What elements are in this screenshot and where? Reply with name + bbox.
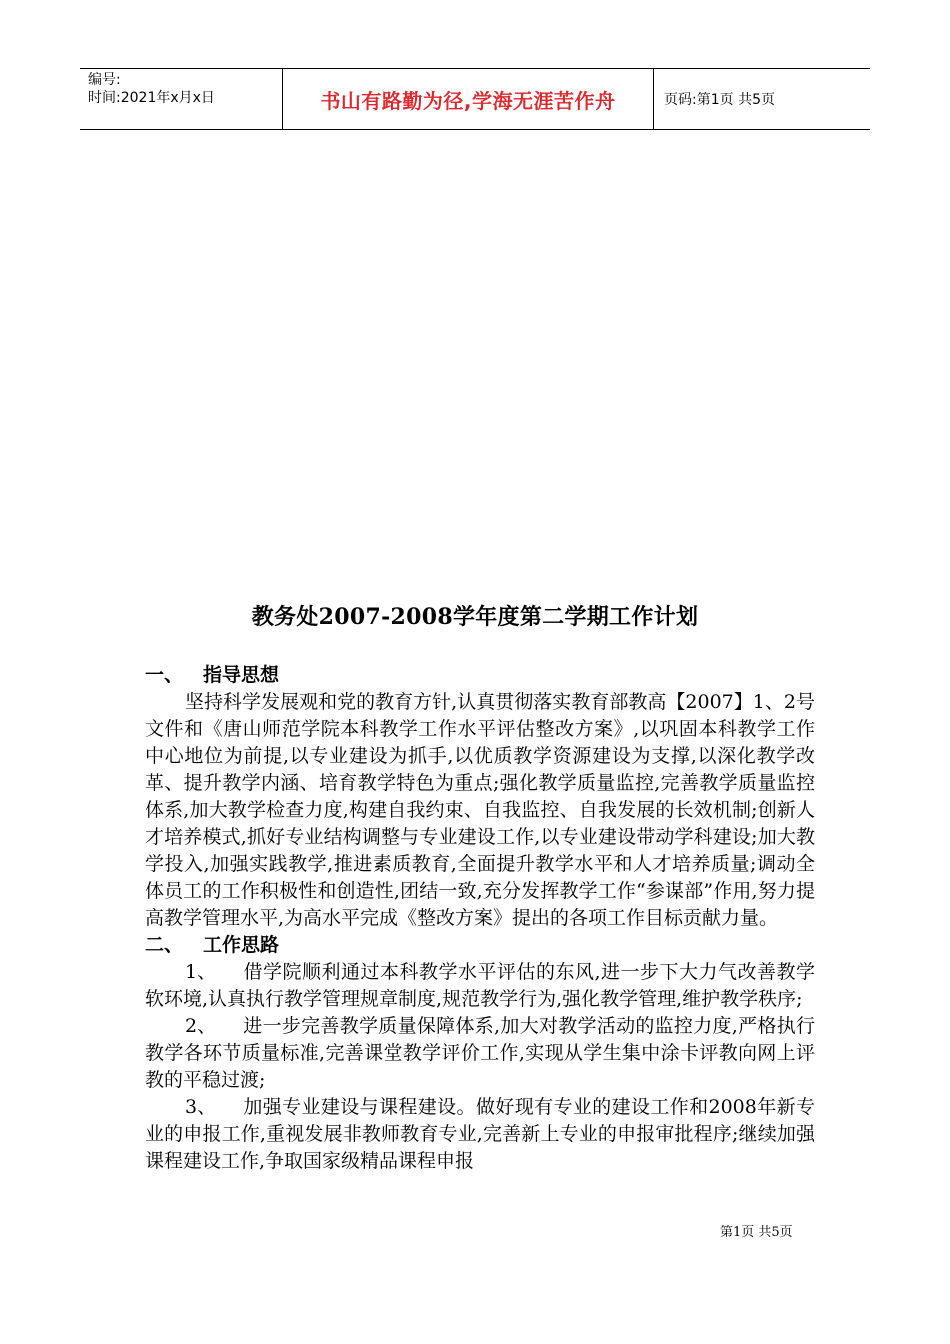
- header-motto: 书山有路勤为径,学海无涯苦作舟: [282, 69, 654, 129]
- item-text: 加强专业建设与课程建设。做好现有专业的建设工作和2008年新专业的申报工作,重视发展非教师教育专业,完善新上专业的申报审批程序;继续加强课程建设工作,争取国家级精品课程申报: [145, 1096, 815, 1172]
- page-footer: 第1页 共5页: [720, 1225, 793, 1240]
- item-text: 进一步完善教学质量保障体系,加大对教学活动的监控力度,严格执行教学各环节质量标准,完善课堂教学评价工作,实现从学生集中涂卡评教向网上评教的平稳过渡;: [145, 1015, 815, 1091]
- item-number: 2、: [185, 1015, 217, 1037]
- document-time-label: 时间:2021年x月x日: [88, 90, 215, 106]
- section-number: 一、: [145, 664, 184, 686]
- document-number-label: 编号:: [88, 72, 121, 88]
- section-heading-guiding: [145, 662, 815, 689]
- section-number: 二、: [145, 934, 184, 956]
- item-text: 借学院顺利通过本科教学水平评估的东风,进一步下大力气改善教学软环境,认真执行教学管理规章制度,规范教学行为,强化教学管理,维护教学秩序;: [145, 961, 815, 1010]
- document-body: [145, 662, 815, 1175]
- list-item: [145, 1013, 815, 1094]
- item-number: 1、: [185, 961, 217, 983]
- header-page-info: 页码:第1页 共5页: [664, 92, 775, 108]
- header-meta: [80, 69, 282, 129]
- section-title: 工作思路: [203, 934, 280, 956]
- section-heading-approach: [145, 932, 815, 959]
- page-header: [80, 68, 870, 130]
- section-paragraph: 坚持科学发展观和党的教育方针,认真贯彻落实教育部教高【2007】1、2号文件和《唐山师范学院本科教学工作水平评估整改方案》,以巩固本科教学工作中心地位为前提,以专业建设为抓手,以优质教学资源建设为支撑,以深化教学改革、提升教学内涵、培育教学特色为重点;强化教学质量监控,完善教学质量监控体系,加大教学检查力度,构建自我约束、自我监控、自我发展的长效机制;创新人才培养模式,抓好专业结构调整与专业建设工作,以专业建设带动学科建设;加大教学投入,加强实践教学,推进素质教育,全面提升教学水平和人才培养质量;调动全体员工的工作积极性和创造性,团结一致,充分发挥教学工作“参谋部”作用,努力提高教学管理水平,为高水平完成《整改方案》提出的各项工作目标贡献力量。: [145, 691, 815, 929]
- list-item: [145, 1094, 815, 1175]
- document-title: 教务处2007-2008学年度第二学期工作计划: [251, 604, 699, 630]
- list-item: [145, 959, 815, 1013]
- section-title: 指导思想: [203, 664, 280, 686]
- item-number: 3、: [185, 1096, 217, 1118]
